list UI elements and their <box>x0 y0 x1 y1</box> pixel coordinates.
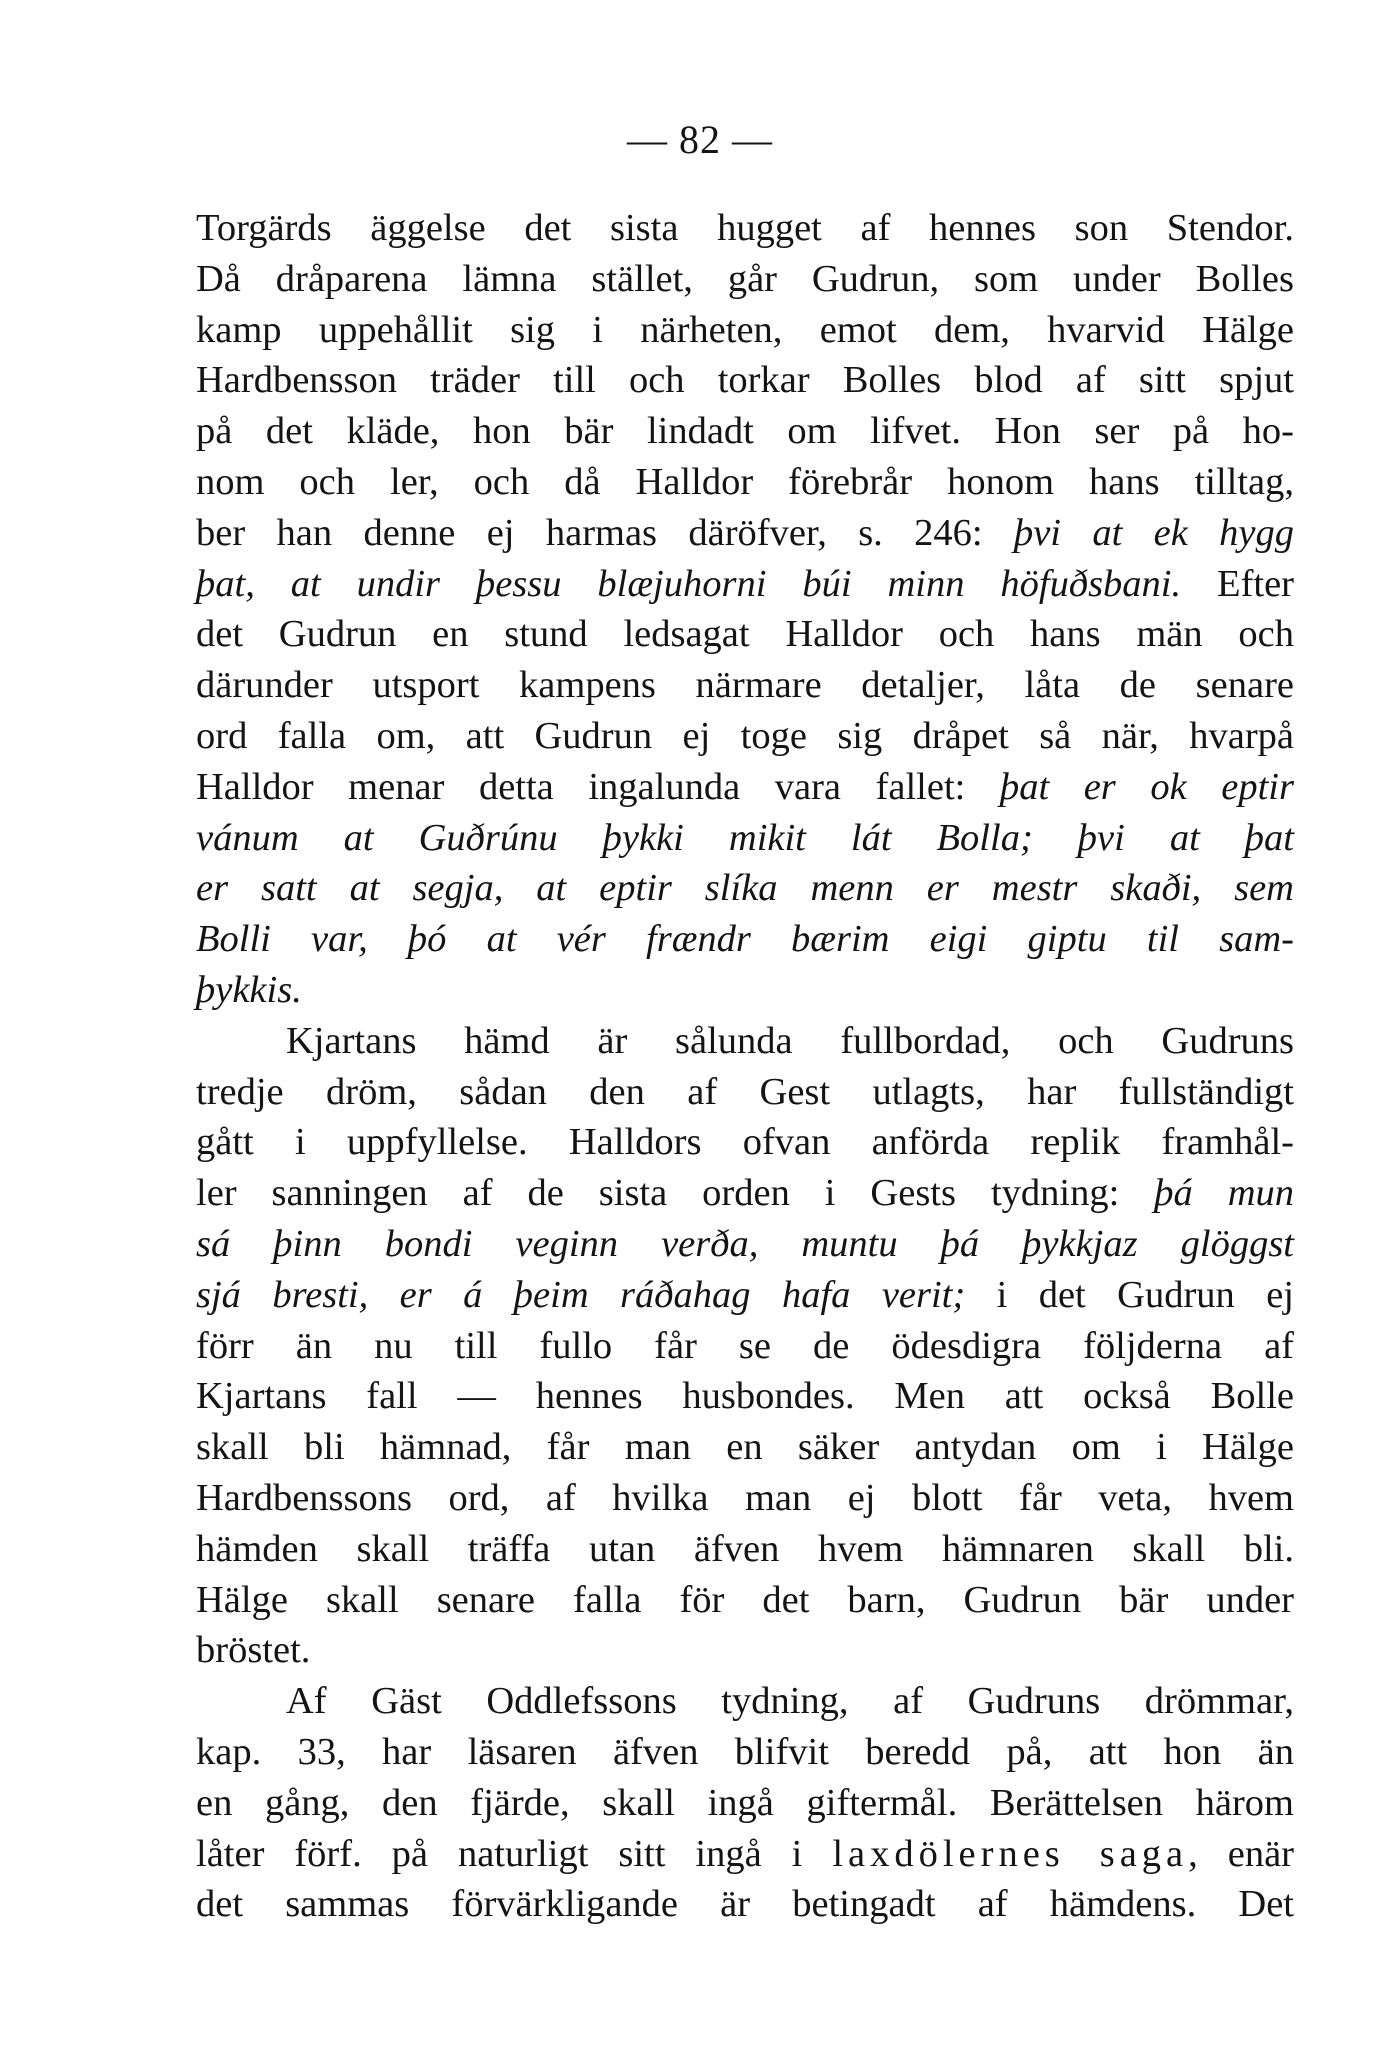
text-line: hämden skall träffa utan äfven hvem hämnaren skall bli. <box>196 1527 1294 1570</box>
text-line: nom och ler, och då Halldor förebrår honom hans tilltag, <box>196 460 1294 503</box>
text-line: det sammas förvärkligande är betingadt af hämdens. Det <box>196 1883 1294 1926</box>
quote-line: vánum at Guðrúnu þykki mikit lát Bolla; þvi at þat <box>196 816 1294 859</box>
text-line: förr än nu till fullo får se de ödesdigra följderna af <box>196 1324 1294 1367</box>
quote-line: sá þinn bondi veginn verða, muntu þá þykkjaz glöggst <box>196 1222 1294 1265</box>
text-line: Då dråparena lämna stället, går Gudrun, som under Bolles <box>196 257 1294 300</box>
quote-span: þat er ok eptir <box>999 765 1294 808</box>
text-span: ber han denne ej harmas däröfver, s. 246: <box>196 511 1014 554</box>
text-line <box>196 1829 1294 1880</box>
text-span: ler sanningen af de sista orden i Gests tydning: <box>196 1172 1155 1215</box>
quote-line: þykkis. <box>196 968 302 1011</box>
text-line: skall bli hämnad, får man en säker antydan om i Hälge <box>196 1426 1294 1469</box>
text-line: Kjartans hämd är sålunda fullbordad, och Gudruns <box>286 1019 1294 1062</box>
text-line: Af Gäst Oddlefssons tydning, af Gudruns drömmar, <box>286 1680 1294 1723</box>
text-line <box>196 559 1294 610</box>
text-line: Hälge skall senare falla för det barn, Gudrun bär under <box>196 1578 1294 1621</box>
text-line <box>196 1168 1294 1219</box>
text-line: gått i uppfyllelse. Halldors ofvan anförda replik framhål- <box>196 1121 1294 1164</box>
text-line <box>196 508 1294 559</box>
quote-span: þat, at undir þessu blæjuhorni búi minn höfuðsbani. <box>196 562 1182 605</box>
quote-span: sjá bresti, er á þeim ráðahag hafa verit; <box>196 1273 966 1316</box>
text-span: , enär <box>1188 1832 1294 1875</box>
spaced-title-span: laxdölernes saga <box>832 1832 1189 1875</box>
text-line <box>196 762 1294 813</box>
quote-span: þá mun <box>1154 1172 1294 1215</box>
text-line: kap. 33, har läsaren äfven blifvit beredd på, att hon än <box>196 1730 1294 1773</box>
text-span: Efter <box>1181 562 1295 605</box>
text-line: ord falla om, att Gudrun ej toge sig dråpet så när, hvarpå <box>196 714 1294 757</box>
text-line: Kjartans fall — hennes husbondes. Men att också Bolle <box>196 1375 1294 1418</box>
text-line: bröstet. <box>196 1629 311 1672</box>
text-span: Halldor menar detta ingalunda vara fallet: <box>196 765 1000 808</box>
text-line: på det kläde, hon bär lindadt om lifvet. Hon ser på ho- <box>196 410 1294 453</box>
text-span: i det Gudrun ej <box>965 1273 1294 1316</box>
text-line: därunder utsport kampens närmare detaljer, låta de senare <box>196 664 1294 707</box>
page-number: — 82 — <box>627 117 773 162</box>
quote-line: Bolli var, þó at vér frændr bærim eigi giptu til sam- <box>196 918 1294 961</box>
text-line: Hardbenssons ord, af hvilka man ej blott får veta, hvem <box>196 1476 1294 1519</box>
text-line <box>196 1270 1294 1321</box>
text-span: låter förf. på naturligt sitt ingå i <box>196 1832 833 1875</box>
text-line: tredje dröm, sådan den af Gest utlagts, har fullständigt <box>196 1070 1294 1113</box>
quote-line: er satt at segja, at eptir slíka menn er mestr skaði, sem <box>196 867 1294 910</box>
text-line: Torgärds äggelse det sista hugget af hennes son Stendor. <box>196 207 1294 249</box>
text-line: kamp uppehållit sig i närheten, emot dem, hvarvid Hälge <box>196 308 1294 351</box>
text-line: en gång, den fjärde, skall ingå giftermål. Berättelsen härom <box>196 1781 1294 1824</box>
text-line: det Gudrun en stund ledsagat Halldor och hans män och <box>196 613 1294 656</box>
text-line: Hardbensson träder till och torkar Bolles blod af sitt spjut <box>196 359 1294 402</box>
body-text <box>196 203 1294 1930</box>
quote-span: þvi at ek hygg <box>1013 511 1294 554</box>
